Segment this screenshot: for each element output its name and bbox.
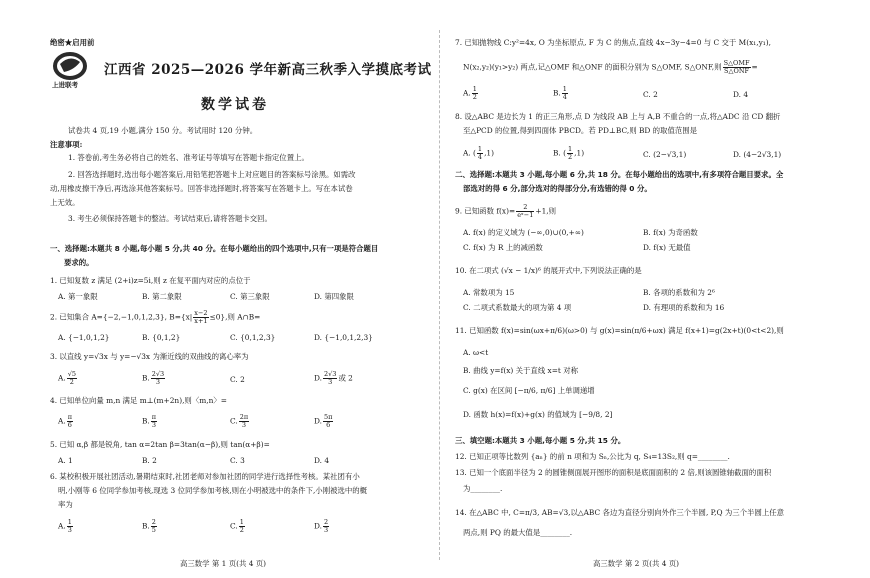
- q7-option-d: D. 4: [733, 90, 749, 99]
- q3-option-c: C. 2: [230, 375, 245, 384]
- exam-logo: [52, 50, 92, 90]
- q7-option-a: A. $\frac{1}{2}$: [463, 85, 477, 101]
- note-1: 1. 答卷前,考生务必将自己的姓名、准考证号等填写在答题卡指定位置上。: [68, 153, 309, 162]
- question-13-line-2: 为________.: [463, 484, 503, 493]
- section-1-heading-cont: 要求的。: [64, 258, 94, 267]
- question-14-line-2: 两点,则 PQ 的最大值是________.: [463, 528, 573, 537]
- q10-option-b: B. 各项的系数和为 2⁶: [643, 288, 715, 297]
- q8-option-a: A. ( $\frac{1}{4}$ ,1): [463, 145, 494, 161]
- exam-title: 江西省 2025—2026 学年新高三秋季入学摸底考试: [104, 62, 432, 78]
- q7-option-c: C. 2: [643, 90, 658, 99]
- question-8-line-2: 至△PCD 的位置,得到四面体 PBCD。若 PD⊥BC,则 BD 的取值范围是: [463, 126, 698, 135]
- note-2-end: 上无效。: [50, 198, 80, 207]
- q2-option-c: C. {0,1,2,3}: [230, 333, 276, 342]
- logo-text: 上进联考: [52, 81, 78, 89]
- q6-option-a: A. $\frac{1}{3}$: [58, 518, 72, 534]
- q8-option-c: C. (2−√3,1): [643, 150, 687, 159]
- question-9-stem: 9. 已知函数 f(x)= $\frac{2}{\text{eˣ−1}}$ +1,则: [455, 203, 557, 219]
- section-2-heading-cont: 部选对的得 6 分,部分选对的得部分分,有选错的得 0 分。: [463, 184, 652, 193]
- q3-option-d: D. $\frac{2√3}{3}$ 或 2: [314, 370, 353, 386]
- subject-title: 数学试卷: [201, 97, 269, 113]
- question-10-stem: 10. 在二项式 (√x − 1/x)⁶ 的展开式中,下列说法正确的是: [455, 266, 642, 275]
- exam-intro: 试卷共 4 页,19 小题,满分 150 分。考试用时 120 分钟。: [68, 126, 258, 135]
- q2-option-d: D. {−1,0,1,2,3}: [314, 333, 373, 342]
- question-6-line-3: 率为: [58, 500, 73, 509]
- question-3-stem: 3. 以直线 y=√3x 与 y=−√3x 为渐近线的双曲线的离心率为: [50, 352, 249, 361]
- question-7-line-2: N(x₂,y₂)(y₁>y₂) 两点,记△OMF 和△ONF 的面积分别为 S△OMF, S△ONF,则 $\frac{\text{S△OMF}}{\text{S△ONF}}$ =: [463, 59, 758, 75]
- question-5-stem: 5. 已知 α,β 都是锐角, tan α=2tan β=3tan(α−β),则 tan(α+β)=: [50, 440, 270, 449]
- q8-option-d: D. (4−2√3,1): [733, 150, 782, 159]
- q7-option-b: B. $\frac{1}{4}$: [553, 85, 567, 101]
- q2-frac-num: x−2: [194, 309, 208, 317]
- question-6-line-2: 明,小刚等 6 位同学参加考核,现选 3 位同学参加考核,则在小明被选中的条件下,小刚被选中的概: [58, 486, 368, 495]
- note-3: 3. 考生必须保持答题卡的整洁。考试结束后,请将答题卡交回。: [68, 214, 272, 223]
- page-divider: [439, 30, 440, 560]
- q5-option-b: B. 2: [142, 456, 157, 465]
- section-2-heading: 二、选择题:本题共 3 小题,每小题 6 分,共 18 分。在每小题给出的选项中,有多项符合题目要求。全: [455, 170, 784, 179]
- question-8-line-1: 8. 设△ABC 是边长为 1 的正三角形,点 D 为线段 AB 上与 A,B 不重合的一点,将△ADC 沿 CD 翻折: [455, 112, 781, 121]
- question-4-stem: 4. 已知单位向量 m,n 满足 m⊥(m+2n),则〈m,n〉=: [50, 396, 227, 405]
- q1-option-a: A. 第一象限: [58, 292, 98, 301]
- question-2-stem: [50, 310, 260, 325]
- question-12: 12. 已知正项等比数列 {aₙ} 的前 n 项和为 Sₙ,公比为 q, S₄=13S₂,则 q=________.: [455, 452, 730, 461]
- q1-option-b: B. 第二象限: [142, 292, 182, 301]
- section-1-heading: 一、选择题:本题共 8 小题,每小题 5 分,共 40 分。在每小题给出的四个选项中,只有一项是符合题目: [50, 244, 379, 253]
- q6-option-d: D. $\frac{2}{3}$: [314, 518, 329, 534]
- q2-stem-start: 2. 已知集合 A={−2,−1,0,1,2,3}, B={x|: [50, 312, 193, 322]
- q4-option-d: D. $\frac{5\pi}{6}$: [314, 413, 333, 429]
- question-1-stem: 1. 已知复数 z 满足 (2+i)z=5i,则 z 在复平面内对应的点位于: [50, 276, 251, 285]
- q6-option-b: B. $\frac{2}{5}$: [142, 518, 156, 534]
- q8-option-b: B. ( $\frac{1}{2}$ ,1): [553, 145, 585, 161]
- q11-option-a: A. ω<t: [463, 348, 489, 357]
- q2-frac-den: x+1: [194, 317, 208, 325]
- q2-option-b: B. {0,1,2}: [142, 333, 181, 342]
- note-2-cont: 动,用橡皮擦干净后,再选涂其他答案标号。回答非选择题时,将答案写在答题卡上。写在本试卷: [50, 184, 353, 193]
- page-2-footer: 高三数学 第 2 页(共 4 页): [593, 559, 680, 568]
- q1-option-c: C. 第三象限: [230, 292, 270, 301]
- section-3-heading: 三、填空题:本题共 3 小题,每小题 5 分,共 15 分。: [455, 436, 626, 445]
- notes-heading: 注意事项:: [50, 140, 83, 149]
- q10-option-d: D. 有理项的系数和为 16: [643, 303, 725, 312]
- q4-option-c: C. $\frac{2\pi}{3}$: [230, 413, 249, 429]
- q10-option-a: A. 常数项为 15: [463, 288, 515, 297]
- q10-option-c: C. 二项式系数最大的项为第 4 项: [463, 303, 572, 312]
- question-6-line-1: 6. 某校积极开展社团活动,暑期结束时,社团老师对参加社团的同学进行选择性考核。某社团有小: [50, 472, 360, 481]
- q5-option-d: D. 4: [314, 456, 330, 465]
- q2-option-a: A. {−1,0,1,2}: [58, 333, 110, 342]
- q6-option-c: C. $\frac{1}{2}$: [230, 518, 244, 534]
- q9-option-a: A. f(x) 的定义域为 (−∞,0)∪(0,+∞): [463, 228, 584, 237]
- page-2: [443, 0, 863, 578]
- q5-option-c: C. 3: [230, 456, 245, 465]
- q9-option-c: C. f(x) 为 R 上的减函数: [463, 243, 543, 252]
- note-2: 2. 回答选择题时,选出每小题答案后,用铅笔把答题卡上对应题目的答案标号涂黑。如需改: [68, 170, 356, 179]
- page-1-footer: 高三数学 第 1 页(共 4 页): [180, 559, 267, 568]
- q5-option-a: A. 1: [58, 456, 73, 465]
- q2-fraction: [193, 310, 208, 325]
- question-14-line-1: 14. 在△ABC 中, C=π/3, AB=√3,以△ABC 各边为直径分别向外作三个半圆, P,Q 为三个半圆上任意: [455, 508, 785, 517]
- question-7-line-1: 7. 已知抛物线 C:y²=4x, O 为坐标原点, F 为 C 的焦点,直线 4x−3y−4=0 与 C 交于 M(x₁,y₁),: [455, 38, 771, 47]
- q2-stem-end: ≤0},则 A∩B=: [209, 312, 261, 322]
- q9-option-b: B. f(x) 为奇函数: [643, 228, 698, 237]
- q3-option-b: B. $\frac{2√3}{3}$: [142, 370, 165, 386]
- q3-option-a: A. $\frac{√5}{2}$: [58, 370, 76, 386]
- q9-option-d: D. f(x) 无最值: [643, 243, 691, 252]
- confidential-label: 绝密★启用前: [50, 38, 95, 47]
- question-13-line-1: 13. 已知一个底面半径为 2 的圆锥侧面展开图形的面积是底面面积的 2 倍,则该圆锥轴截面的面积: [455, 468, 772, 477]
- q4-option-a: A. $\frac{\pi}{6}$: [58, 413, 72, 429]
- q1-option-d: D. 第四象限: [314, 292, 354, 301]
- q11-option-c: C. g(x) 在区间 [−π/6, π/6] 上单调递增: [463, 386, 595, 395]
- q4-option-b: B. $\frac{\pi}{3}$: [142, 413, 157, 429]
- question-11-stem: 11. 已知函数 f(x)=sin(ωx+π/6)(ω>0) 与 g(x)=sin(π/6+ωx) 满足 f(x+1)=g(2x+t)(0<t<2),则: [455, 326, 784, 335]
- q11-option-b: B. 曲线 y=f(x) 关于直线 x=t 对称: [463, 366, 579, 375]
- q11-option-d: D. 函数 h(x)=f(x)+g(x) 的值域为 [−9/8, 2]: [463, 410, 613, 419]
